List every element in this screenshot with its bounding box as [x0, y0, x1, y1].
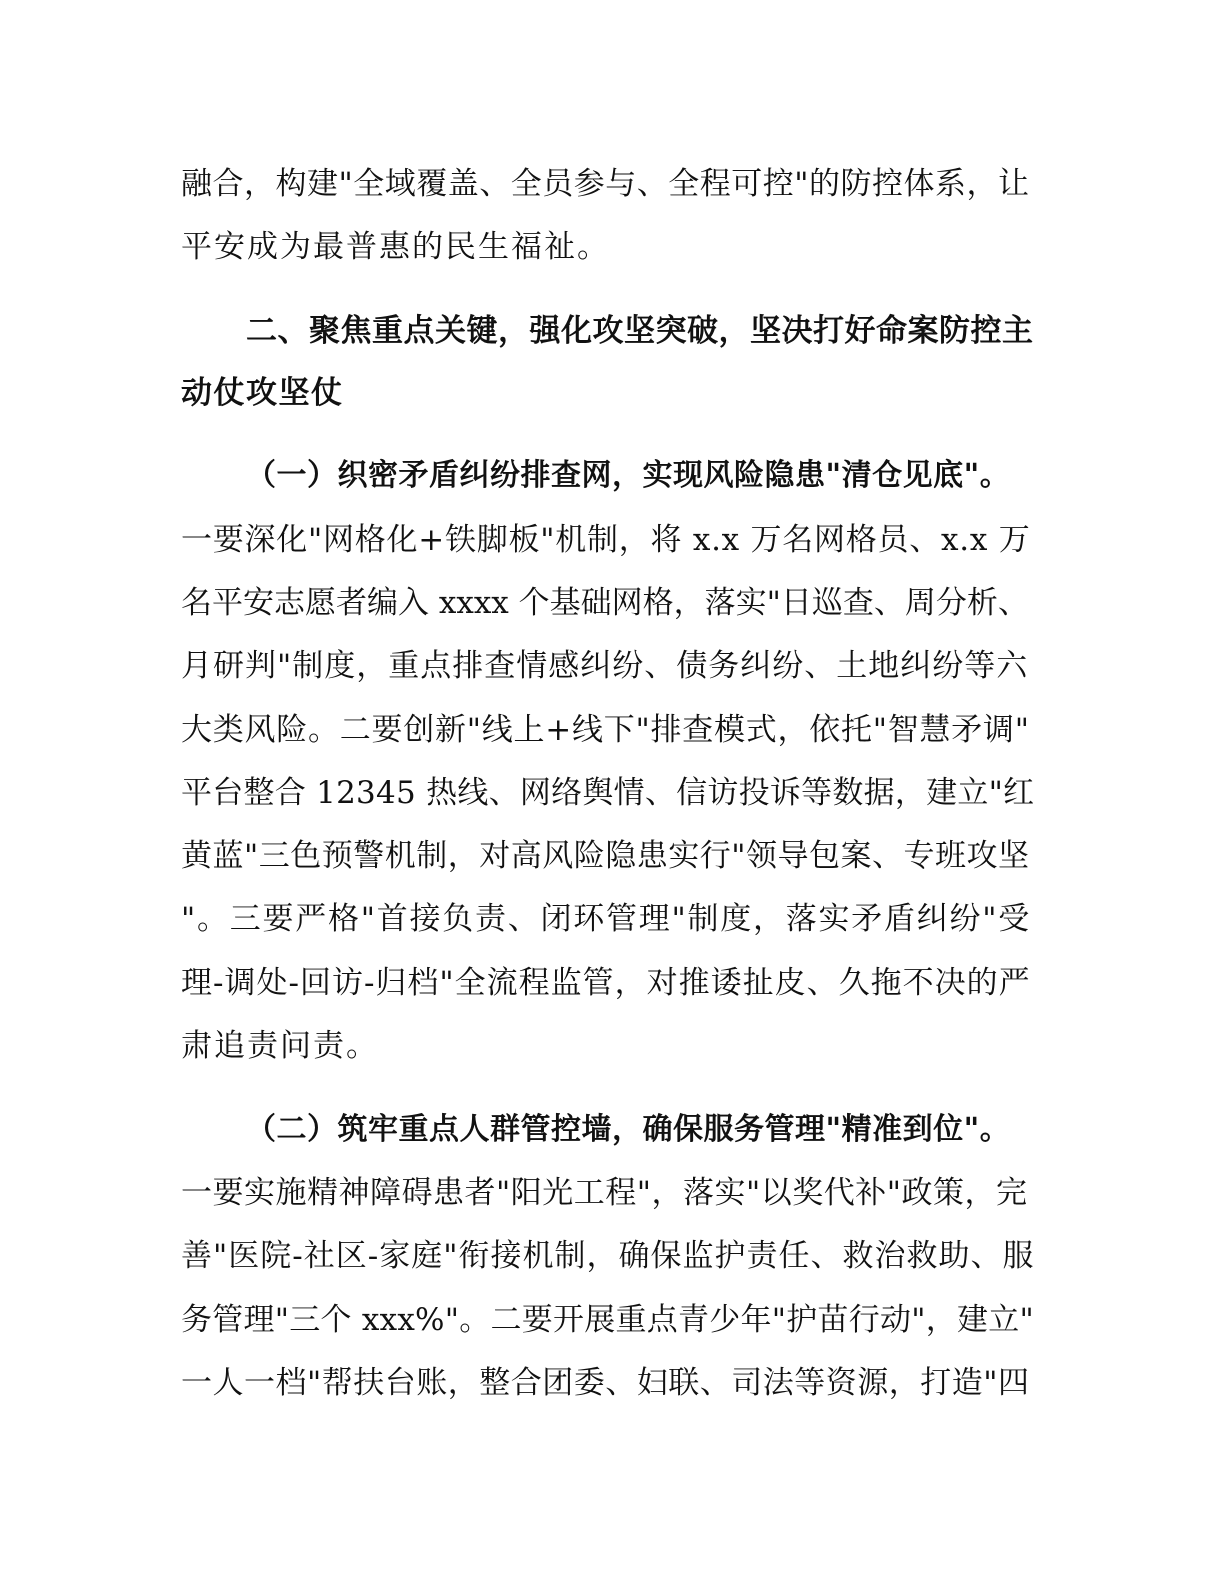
body-text-line: "。三要严格"首接负责、闭环管理"制度，落实矛盾纠纷"受 [181, 901, 1032, 937]
section-heading: 动仗攻坚仗 [181, 375, 344, 411]
body-text-line: 理-调处-回访-归档"全流程监管，对推诿扯皮、久拖不决的严 [181, 965, 1031, 1001]
body-text-line: 平台整合 12345 热线、网络舆情、信访投诉等数据，建立"红 [181, 775, 1035, 811]
body-text-line: 务管理"三个 xxx%"。二要开展重点青少年"护苗行动"，建立" [181, 1302, 1035, 1338]
body-text-line: 平安成为最普惠的民生福祉。 [181, 229, 610, 265]
subsection-heading: （一）织密矛盾纠纷排查网，实现风险隐患"清仓见底"。 [246, 458, 1011, 493]
body-text-line: 月研判"制度，重点排查情感纠纷、债务纠纷、土地纠纷等六 [181, 648, 1029, 684]
body-text-line: 一要实施精神障碍患者"阳光工程"，落实"以奖代补"政策，完 [181, 1175, 1028, 1211]
body-text-line: 名平安志愿者编入 xxxx 个基础网格，落实"日巡查、周分析、 [181, 585, 1029, 621]
body-text-line: 一人一档"帮扶台账，整合团委、妇联、司法等资源，打造"四 [181, 1365, 1030, 1401]
body-text-line: 黄蓝"三色预警机制，对高风险隐患实行"领导包案、专班攻坚 [181, 838, 1030, 874]
body-text-line: 大类风险。二要创新"线上+线下"排查模式，依托"智慧矛调" [181, 712, 1030, 748]
body-text-line: 融合，构建"全域覆盖、全员参与、全程可控"的防控体系，让 [181, 166, 1030, 202]
body-text-line: 肃追责问责。 [181, 1028, 379, 1064]
section-heading: 二、聚焦重点关键，强化攻坚突破，坚决打好命案防控主 [246, 313, 1034, 349]
subsection-heading: （二）筑牢重点人群管控墙，确保服务管理"精准到位"。 [246, 1112, 1011, 1147]
body-text-line: 一要深化"网格化+铁脚板"机制，将 x.x 万名网格员、x.x 万 [181, 522, 1031, 558]
body-text-line: 善"医院-社区-家庭"衔接机制，确保监护责任、救治救助、服 [181, 1238, 1035, 1274]
